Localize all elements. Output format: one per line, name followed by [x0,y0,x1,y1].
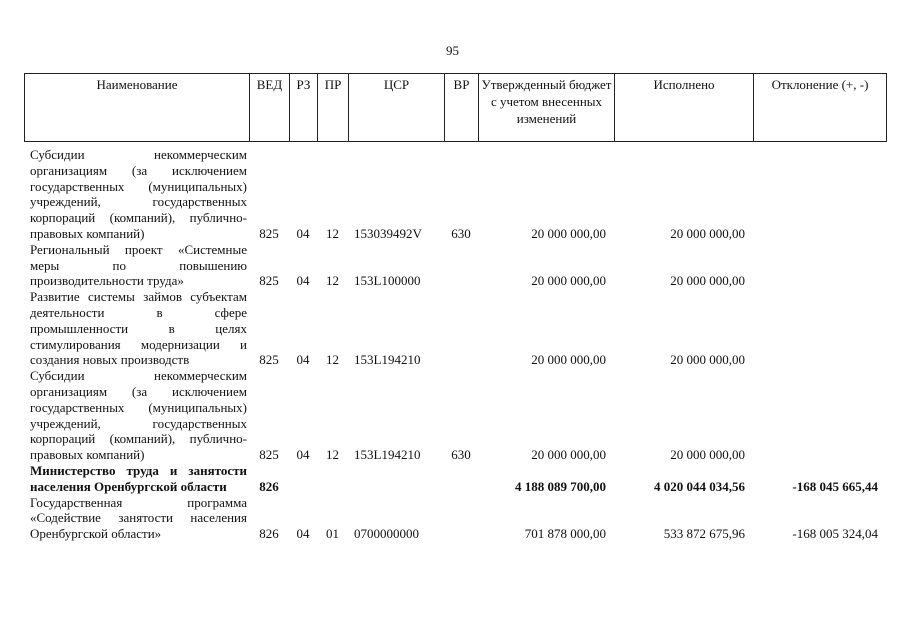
header-rz: РЗ [290,74,318,142]
cell-budget: 20 000 000,00 [531,447,606,463]
table-body [24,147,886,542]
cell-rz: 04 [296,273,310,289]
page-number: 95 [446,43,459,58]
cell-budget: 20 000 000,00 [531,352,606,368]
cell-csr: 153L194210 [354,447,421,463]
cell-pr: 12 [326,447,339,463]
table-row [24,289,886,368]
cell-csr: 0700000000 [354,526,419,542]
cell-deviation [753,289,886,368]
header-vr: ВР [445,74,479,142]
table-row [24,495,886,542]
table-row [24,242,886,289]
budget-table [24,147,886,542]
cell-vr: 630 [451,447,471,463]
table-row [24,463,886,495]
cell-csr [348,463,444,495]
header-budget: Утвержденный бюджет с учетом внесенных изменений [479,74,615,142]
cell-rz: 04 [296,447,310,463]
cell-pr: 12 [326,273,339,289]
cell-budget: 701 878 000,00 [524,526,606,542]
cell-vr [444,463,478,495]
header-csr: ЦСР [349,74,445,142]
cell-ved: 826 [259,526,279,542]
cell-budget: 4 188 089 700,00 [515,478,606,494]
header-done: Исполнено [615,74,754,142]
cell-pr: 12 [326,352,339,368]
cell-ved: 825 [259,225,279,241]
cell-ved: 825 [259,447,279,463]
header-pr: ПР [318,74,349,142]
cell-budget: 20 000 000,00 [531,273,606,289]
cell-pr [317,463,348,495]
cell-vr [444,495,478,542]
cell-rz: 04 [296,352,310,368]
cell-name: Субсидии некоммерческим организациям (за исключением государственных (муниципальных) учреждений, государственных корпораций (компаний), публично-правовых компаний) [30,368,247,463]
cell-vr [444,289,478,368]
cell-csr: 153L100000 [354,273,421,289]
cell-ved: 825 [259,273,279,289]
cell-budget: 20 000 000,00 [531,225,606,241]
cell-name: Региональный проект «Системные меры по повышению производительности труда» [30,241,247,289]
cell-rz: 04 [296,225,310,241]
cell-done: 20 000 000,00 [670,225,745,241]
cell-rz: 04 [296,526,310,542]
header-name: Наименование [25,74,250,142]
cell-deviation: -168 005 324,04 [792,526,878,542]
cell-vr: 630 [451,225,471,241]
cell-done: 4 020 044 034,56 [654,478,745,494]
cell-csr: 153L194210 [354,352,421,368]
cell-csr: 153039492V [354,225,422,241]
header-ved: ВЕД [250,74,290,142]
cell-done: 20 000 000,00 [670,352,745,368]
table-header [24,73,887,142]
cell-ved: 826 [259,478,279,494]
cell-rz [289,463,317,495]
cell-deviation [753,242,886,289]
cell-done: 20 000 000,00 [670,447,745,463]
table-row [24,147,886,242]
cell-pr: 12 [326,225,339,241]
cell-pr: 01 [326,526,339,542]
cell-done: 20 000 000,00 [670,273,745,289]
cell-deviation [753,368,886,463]
cell-vr [444,242,478,289]
cell-name: Министерство труда и занятости населения Оренбургской области [30,462,247,494]
cell-deviation [753,147,886,242]
table-row [24,368,886,463]
cell-name: Развитие системы займов субъектам деятельности в сфере промышленности в целях стимулирования модернизации и создания новых производств [30,289,247,368]
header-deviation: Отклонение (+, -) [754,74,887,142]
cell-name: Субсидии некоммерческим организациям (за исключением государственных (муниципальных) учреждений, государственных корпораций (компаний), публично-правовых компаний) [30,147,247,241]
cell-deviation: -168 045 665,44 [792,478,878,494]
cell-done: 533 872 675,96 [663,526,745,542]
cell-ved: 825 [259,352,279,368]
cell-name: Государственная программа «Содействие занятости населения Оренбургской области» [30,494,247,542]
